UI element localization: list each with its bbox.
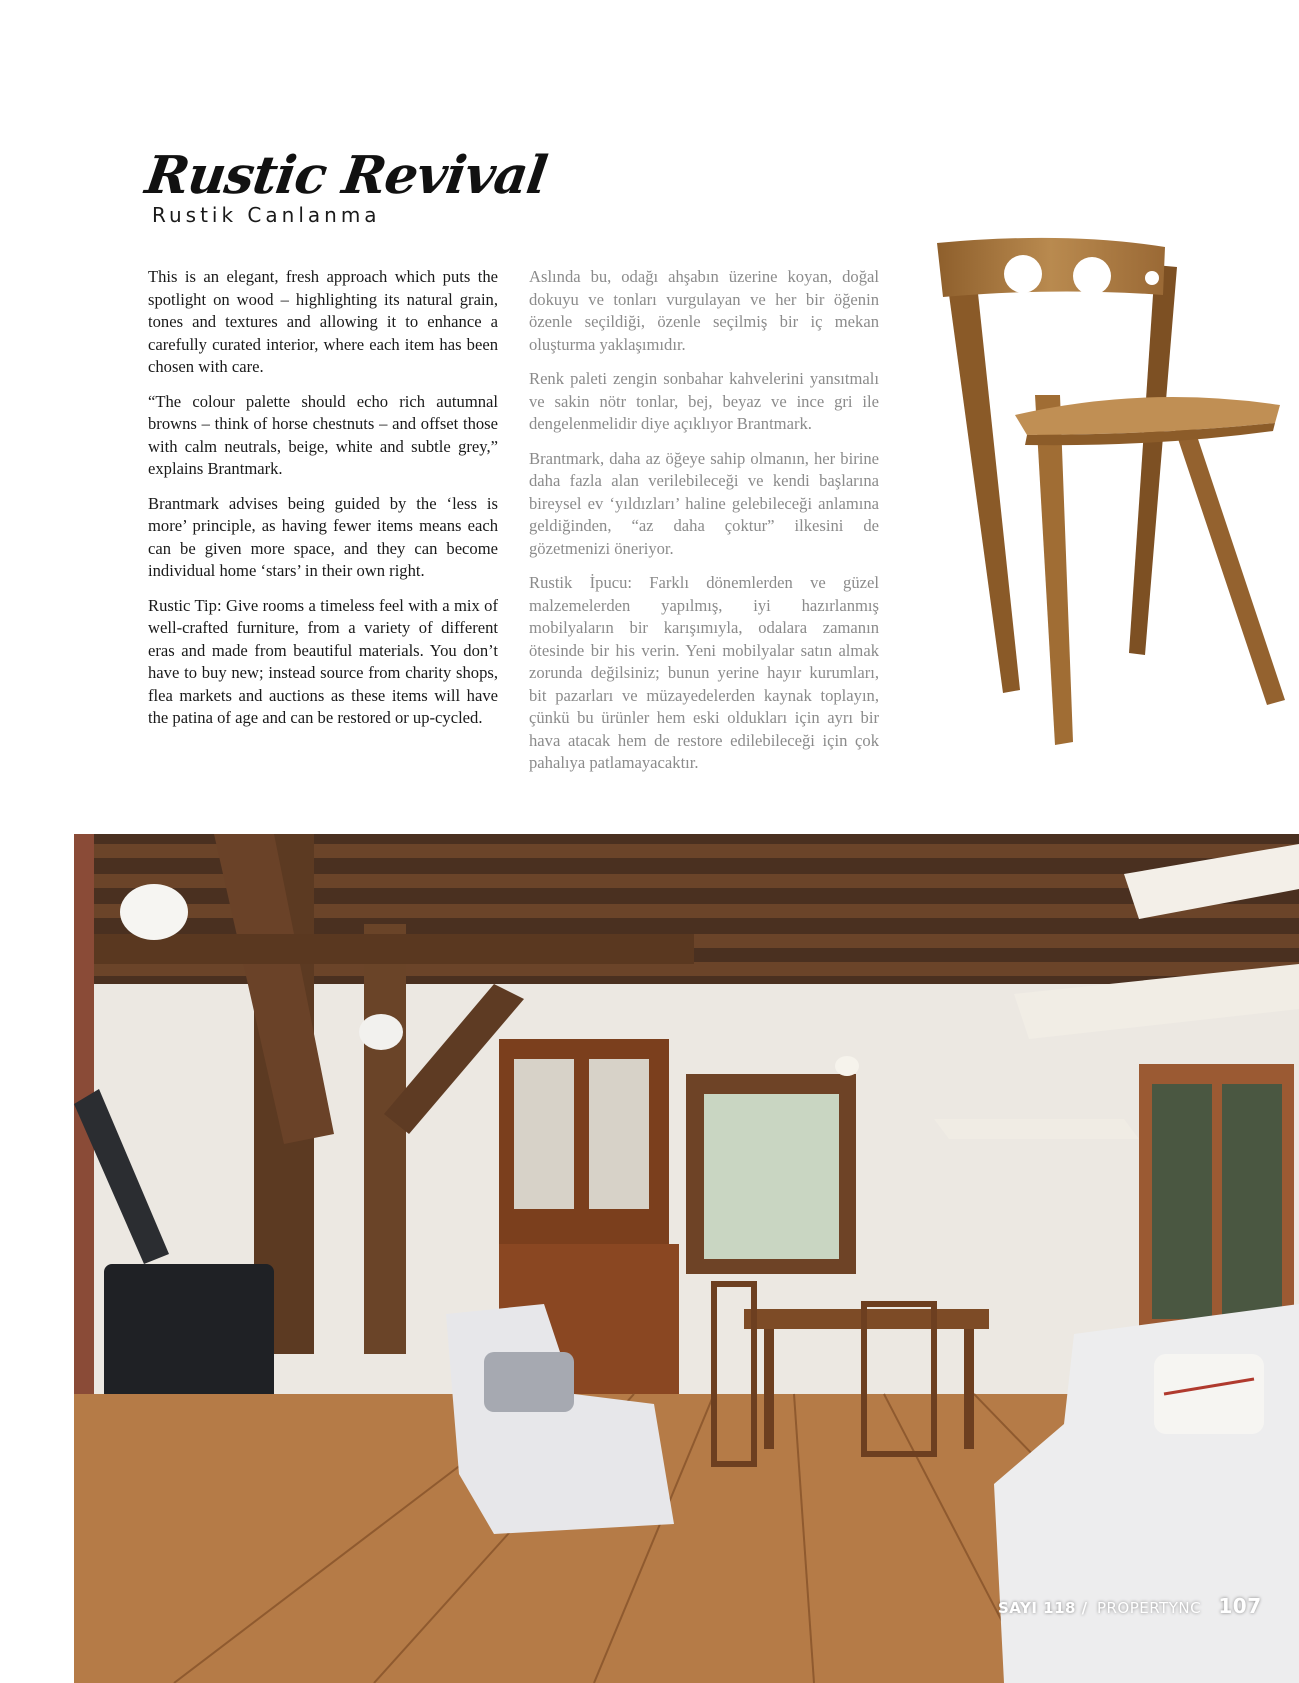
turkish-paragraph: Renk paleti zengin sonbahar kahvelerini yansıtmalı ve sakin nötr tonlar, bej, beyaz ve ince gri ile dengelenmelidir diye açıklıyor Brantmark. <box>529 369 879 433</box>
english-paragraph: Rustic Tip: Give rooms a timeless feel with a mix of well-crafted furniture, from a variety of different eras and made from beautiful materials. You don’t have to buy new; instead source from charity shops, flea markets and auctions as these items will have the patina of age and can be restored or up-cycled. <box>148 595 498 727</box>
wooden-chair-photo <box>915 235 1285 755</box>
title: Rustic Revival <box>141 145 551 206</box>
english-column <box>148 266 498 742</box>
page-number: 107 <box>1218 1594 1262 1618</box>
english-paragraph: Brantmark advises being guided by the ‘less is more’ principle, as having fewer items means each can be given more space, and they can become individual home ‘stars’ in their own right. <box>148 493 498 580</box>
turkish-paragraph: Brantmark, daha az öğeye sahip olmanın, her birine daha fazla alan verilebileceği ve kendi başlarına bireysel ev ‘yıldızları’ haline gelebileceği anlamına geldiğinden, “az daha çoktur” ilkesini de gözetmenizi öneriyor. <box>529 448 879 558</box>
turkish-paragraph: Rustik İpucu: Farklı dönemlerden ve güzel malzemelerden yapılmış, iyi hazırlanmış mobilyaların bir karışımıyla, odalara zamanın ötesinde bir his verin. Yeni mobilyalar satın almak zorunda değilsiniz; bunun yerine hayır kurumları, bit pazarları ve müzayedelerden kaynak toplayın, çünkü bu ürünler hem eski oldukları için ayrı bir hava atacak hem de restore edilebileceği için çok pahalıya patlamayacaktır. <box>529 573 879 772</box>
magazine-name: PROPERTYNC <box>1096 1599 1202 1617</box>
subtitle: Rustik Canlanma <box>152 203 381 227</box>
turkish-column <box>529 266 879 787</box>
english-paragraph: This is an elegant, fresh approach which puts the spotlight on wood – highlighting its natural grain, tones and textures and allowing it to enhance a carefully curated interior, where each item has been chosen with care. <box>148 267 498 376</box>
turkish-paragraph: Aslında bu, odağı ahşabın üzerine koyan, doğal dokuyu ve tonları vurgulayan ve her bir öğenin özenle seçildiği, özenle seçilmiş bir iç mekan oluşturma yaklaşımıdır. <box>529 267 879 354</box>
issue-number: SAYI 118 / <box>998 1599 1088 1617</box>
english-paragraph: “The colour palette should echo rich autumnal browns – think of horse chestnuts – and offset those with calm neutrals, beige, white and subtle grey,” explains Brantmark. <box>148 391 498 478</box>
rustic-interior-photo <box>74 834 1299 1683</box>
page-folio <box>998 1594 1262 1618</box>
